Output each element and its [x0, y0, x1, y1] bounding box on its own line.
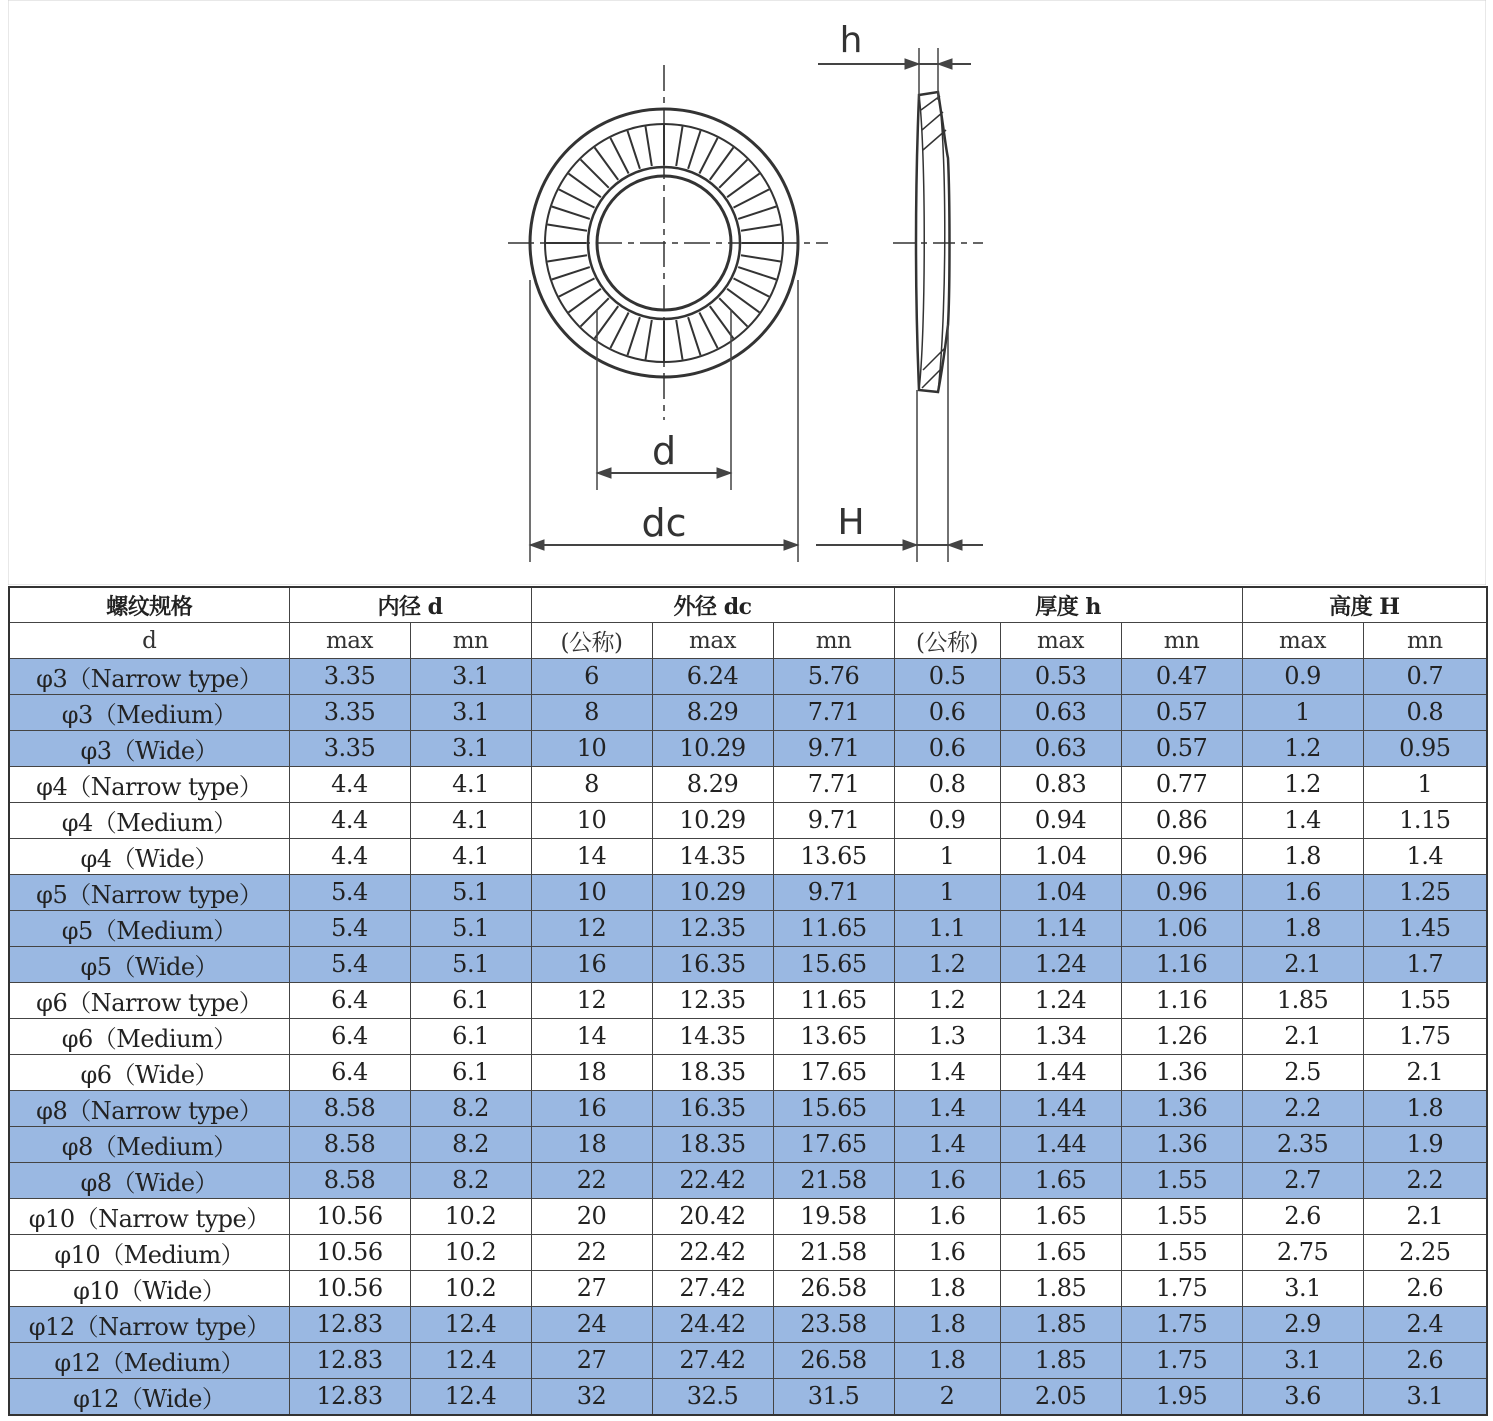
table-row: [9, 874, 1487, 910]
cell-dc-nominal: 12: [531, 982, 652, 1018]
table-row: [9, 1342, 1487, 1378]
cell-H-min: 2.25: [1363, 1234, 1487, 1270]
cell-H-min: 3.1: [1363, 1378, 1487, 1415]
cell-dc-min: 21.58: [773, 1162, 894, 1198]
cell-d-max: 4.4: [289, 838, 410, 874]
cell-H-max: 2.7: [1242, 1162, 1363, 1198]
cell-dc-nominal: 8: [531, 766, 652, 802]
cell-h-max: 1.04: [1000, 874, 1121, 910]
table-row: [9, 730, 1487, 766]
cell-h-max: 1.85: [1000, 1270, 1121, 1306]
cell-thread-size: φ10（Wide）: [9, 1270, 289, 1306]
cell-H-max: 2.75: [1242, 1234, 1363, 1270]
cell-thread-size: φ5（Medium）: [9, 910, 289, 946]
cell-h-nominal: 1.1: [894, 910, 1000, 946]
cell-thread-size: φ4（Wide）: [9, 838, 289, 874]
cell-h-min: 1.75: [1121, 1270, 1242, 1306]
cell-h-min: 1.95: [1121, 1378, 1242, 1415]
cell-H-min: 1.4: [1363, 838, 1487, 874]
cell-dc-max: 6.24: [652, 658, 773, 694]
cell-dc-max: 10.29: [652, 802, 773, 838]
cell-d-min: 5.1: [410, 946, 531, 982]
cell-dc-nominal: 32: [531, 1378, 652, 1415]
sub-header-row: [9, 623, 1487, 658]
cell-H-max: 2.35: [1242, 1126, 1363, 1162]
cell-d-min: 3.1: [410, 730, 531, 766]
cell-h-nominal: 0.8: [894, 766, 1000, 802]
cell-H-min: 0.95: [1363, 730, 1487, 766]
cell-H-min: 1.15: [1363, 802, 1487, 838]
dimension-label-H: H: [837, 502, 865, 543]
cell-dc-max: 12.35: [652, 910, 773, 946]
cell-h-min: 1.26: [1121, 1018, 1242, 1054]
table-row: [9, 802, 1487, 838]
cell-d-min: 8.2: [410, 1162, 531, 1198]
cell-dc-nominal: 10: [531, 802, 652, 838]
subheader-d-max: max: [289, 623, 410, 658]
cell-dc-min: 5.76: [773, 658, 894, 694]
cell-d-min: 5.1: [410, 874, 531, 910]
cell-h-min: 0.57: [1121, 694, 1242, 730]
cell-thread-size: φ12（Medium）: [9, 1342, 289, 1378]
header-thickness: 厚度 h: [894, 587, 1242, 623]
cell-h-max: 1.65: [1000, 1162, 1121, 1198]
table-row: [9, 910, 1487, 946]
cell-thread-size: φ3（Narrow type）: [9, 658, 289, 694]
cell-H-min: 2.6: [1363, 1342, 1487, 1378]
group-header-row: [9, 587, 1487, 623]
cell-dc-min: 9.71: [773, 874, 894, 910]
cell-dc-min: 9.71: [773, 730, 894, 766]
cell-h-max: 1.85: [1000, 1306, 1121, 1342]
cell-H-min: 1.7: [1363, 946, 1487, 982]
subheader-dc-nominal: (公称): [531, 623, 652, 658]
cell-H-min: 2.6: [1363, 1270, 1487, 1306]
cell-dc-min: 7.71: [773, 766, 894, 802]
cell-h-max: 1.65: [1000, 1234, 1121, 1270]
table-row: [9, 1162, 1487, 1198]
subheader-d-min: mn: [410, 623, 531, 658]
cell-dc-nominal: 12: [531, 910, 652, 946]
cell-thread-size: φ5（Wide）: [9, 946, 289, 982]
cell-dc-max: 12.35: [652, 982, 773, 1018]
cell-thread-size: φ4（Narrow type）: [9, 766, 289, 802]
cell-dc-nominal: 6: [531, 658, 652, 694]
cell-dc-max: 8.29: [652, 766, 773, 802]
subheader-H-max: max: [1242, 623, 1363, 658]
header-thread-spec: 螺纹规格: [9, 587, 289, 623]
cell-h-nominal: 0.9: [894, 802, 1000, 838]
cell-H-min: 1.25: [1363, 874, 1487, 910]
table-row: [9, 1126, 1487, 1162]
table-row: [9, 694, 1487, 730]
cell-d-min: 10.2: [410, 1198, 531, 1234]
cell-dc-max: 22.42: [652, 1162, 773, 1198]
cell-dc-nominal: 18: [531, 1126, 652, 1162]
cell-thread-size: φ6（Wide）: [9, 1054, 289, 1090]
table-row: [9, 1378, 1487, 1415]
cell-H-max: 2.2: [1242, 1090, 1363, 1126]
cell-d-min: 6.1: [410, 1018, 531, 1054]
cell-dc-min: 15.65: [773, 1090, 894, 1126]
cell-dc-nominal: 10: [531, 874, 652, 910]
cell-d-min: 5.1: [410, 910, 531, 946]
cell-d-max: 12.83: [289, 1342, 410, 1378]
cell-d-max: 8.58: [289, 1126, 410, 1162]
cell-dc-min: 7.71: [773, 694, 894, 730]
cell-d-max: 12.83: [289, 1378, 410, 1415]
cell-h-min: 0.47: [1121, 658, 1242, 694]
cell-h-min: 0.86: [1121, 802, 1242, 838]
cell-h-max: 0.94: [1000, 802, 1121, 838]
cell-d-max: 8.58: [289, 1162, 410, 1198]
cell-h-nominal: 1.8: [894, 1270, 1000, 1306]
cell-dc-max: 18.35: [652, 1054, 773, 1090]
cell-thread-size: φ10（Narrow type）: [9, 1198, 289, 1234]
cell-H-max: 1.2: [1242, 766, 1363, 802]
cell-dc-nominal: 16: [531, 946, 652, 982]
table-row: [9, 1054, 1487, 1090]
cell-h-nominal: 0.5: [894, 658, 1000, 694]
dimension-label-dc: dc: [641, 501, 687, 545]
cell-h-max: 1.44: [1000, 1126, 1121, 1162]
cell-dc-min: 31.5: [773, 1378, 894, 1415]
cell-H-max: 1.85: [1242, 982, 1363, 1018]
cell-dc-nominal: 14: [531, 838, 652, 874]
cell-dc-min: 17.65: [773, 1126, 894, 1162]
cell-dc-min: 13.65: [773, 838, 894, 874]
cell-dc-max: 22.42: [652, 1234, 773, 1270]
cell-H-max: 1: [1242, 694, 1363, 730]
cell-dc-nominal: 27: [531, 1342, 652, 1378]
cell-dc-max: 24.42: [652, 1306, 773, 1342]
cell-h-max: 1.14: [1000, 910, 1121, 946]
cell-d-max: 4.4: [289, 802, 410, 838]
cell-thread-size: φ5（Narrow type）: [9, 874, 289, 910]
cell-H-max: 2.6: [1242, 1198, 1363, 1234]
cell-d-min: 3.1: [410, 694, 531, 730]
dimension-label-d: d: [651, 429, 677, 473]
cell-H-max: 1.4: [1242, 802, 1363, 838]
subheader-dc-max: max: [652, 623, 773, 658]
cell-h-min: 1.55: [1121, 1162, 1242, 1198]
cell-H-min: 0.7: [1363, 658, 1487, 694]
cell-H-min: 2.4: [1363, 1306, 1487, 1342]
subheader-dc-min: mn: [773, 623, 894, 658]
cell-H-max: 0.9: [1242, 658, 1363, 694]
cell-h-nominal: 1.4: [894, 1126, 1000, 1162]
cell-H-min: 2.1: [1363, 1198, 1487, 1234]
cell-d-max: 6.4: [289, 1018, 410, 1054]
cell-H-min: 1.75: [1363, 1018, 1487, 1054]
cell-dc-min: 11.65: [773, 910, 894, 946]
cell-H-max: 2.1: [1242, 1018, 1363, 1054]
cell-H-max: 2.5: [1242, 1054, 1363, 1090]
cell-h-min: 0.96: [1121, 838, 1242, 874]
table-row: [9, 1018, 1487, 1054]
header-height: 高度 H: [1242, 587, 1487, 623]
cell-h-nominal: 1.2: [894, 982, 1000, 1018]
cell-h-min: 1.06: [1121, 910, 1242, 946]
cell-H-min: 2.1: [1363, 1054, 1487, 1090]
cell-h-min: 1.55: [1121, 1234, 1242, 1270]
table-row: [9, 1090, 1487, 1126]
cell-h-max: 1.34: [1000, 1018, 1121, 1054]
cell-h-min: 0.77: [1121, 766, 1242, 802]
dimension-label-h: h: [839, 20, 863, 61]
cell-H-max: 1.6: [1242, 874, 1363, 910]
subheader-h-max: max: [1000, 623, 1121, 658]
cell-d-min: 3.1: [410, 658, 531, 694]
table-row: [9, 1198, 1487, 1234]
cell-thread-size: φ3（Wide）: [9, 730, 289, 766]
cell-h-max: 0.63: [1000, 730, 1121, 766]
cell-thread-size: φ4（Medium）: [9, 802, 289, 838]
cell-dc-nominal: 18: [531, 1054, 652, 1090]
washer-spec-table: [8, 586, 1488, 1416]
cell-h-min: 0.57: [1121, 730, 1242, 766]
cell-H-min: 1: [1363, 766, 1487, 802]
cell-thread-size: φ3（Medium）: [9, 694, 289, 730]
cell-h-nominal: 0.6: [894, 730, 1000, 766]
cell-d-max: 3.35: [289, 658, 410, 694]
cell-thread-size: φ6（Narrow type）: [9, 982, 289, 1018]
cell-h-nominal: 1: [894, 838, 1000, 874]
cell-dc-nominal: 10: [531, 730, 652, 766]
cell-dc-max: 8.29: [652, 694, 773, 730]
cell-H-min: 1.9: [1363, 1126, 1487, 1162]
cell-d-min: 10.2: [410, 1234, 531, 1270]
cell-h-max: 0.63: [1000, 694, 1121, 730]
cell-d-max: 3.35: [289, 730, 410, 766]
cell-dc-nominal: 24: [531, 1306, 652, 1342]
cell-h-nominal: 1.8: [894, 1342, 1000, 1378]
cell-d-max: 3.35: [289, 694, 410, 730]
cell-H-max: 2.9: [1242, 1306, 1363, 1342]
cell-d-max: 10.56: [289, 1234, 410, 1270]
cell-dc-max: 16.35: [652, 946, 773, 982]
cell-h-max: 1.65: [1000, 1198, 1121, 1234]
cell-d-min: 6.1: [410, 982, 531, 1018]
cell-H-min: 0.8: [1363, 694, 1487, 730]
cell-d-min: 12.4: [410, 1378, 531, 1415]
cell-h-min: 1.36: [1121, 1126, 1242, 1162]
cell-h-nominal: 1.3: [894, 1018, 1000, 1054]
table-row: [9, 1306, 1487, 1342]
cell-dc-max: 27.42: [652, 1270, 773, 1306]
cell-dc-nominal: 27: [531, 1270, 652, 1306]
table-row: [9, 766, 1487, 802]
cell-H-min: 1.8: [1363, 1090, 1487, 1126]
table-row: [9, 946, 1487, 982]
cell-h-max: 1.24: [1000, 946, 1121, 982]
cell-dc-max: 14.35: [652, 1018, 773, 1054]
subheader-d: d: [9, 623, 289, 658]
cell-d-max: 10.56: [289, 1198, 410, 1234]
cell-h-max: 1.04: [1000, 838, 1121, 874]
cell-dc-min: 26.58: [773, 1270, 894, 1306]
cell-h-min: 1.36: [1121, 1054, 1242, 1090]
cell-thread-size: φ8（Wide）: [9, 1162, 289, 1198]
cell-h-nominal: 1.6: [894, 1234, 1000, 1270]
cell-h-max: 1.44: [1000, 1054, 1121, 1090]
washer-technical-drawing: [8, 0, 1486, 585]
cell-H-min: 1.55: [1363, 982, 1487, 1018]
cell-dc-min: 13.65: [773, 1018, 894, 1054]
header-outer-diameter: 外径 dc: [531, 587, 894, 623]
subheader-h-min: mn: [1121, 623, 1242, 658]
cell-h-min: 1.55: [1121, 1198, 1242, 1234]
cell-dc-nominal: 22: [531, 1162, 652, 1198]
cell-dc-nominal: 22: [531, 1234, 652, 1270]
cell-thread-size: φ8（Medium）: [9, 1126, 289, 1162]
cell-h-nominal: 1.4: [894, 1090, 1000, 1126]
cell-H-max: 1.2: [1242, 730, 1363, 766]
table-row: [9, 658, 1487, 694]
cell-d-min: 12.4: [410, 1306, 531, 1342]
cell-d-max: 5.4: [289, 874, 410, 910]
cell-dc-min: 23.58: [773, 1306, 894, 1342]
cell-dc-max: 16.35: [652, 1090, 773, 1126]
subheader-H-min: mn: [1363, 623, 1487, 658]
cell-dc-max: 10.29: [652, 874, 773, 910]
cell-h-nominal: 1.6: [894, 1198, 1000, 1234]
cell-dc-max: 10.29: [652, 730, 773, 766]
cell-d-min: 4.1: [410, 838, 531, 874]
cell-d-max: 6.4: [289, 1054, 410, 1090]
subheader-h-nominal: (公称): [894, 623, 1000, 658]
cell-h-max: 0.53: [1000, 658, 1121, 694]
cell-h-max: 1.44: [1000, 1090, 1121, 1126]
cell-H-min: 1.45: [1363, 910, 1487, 946]
table-row: [9, 1270, 1487, 1306]
cell-dc-nominal: 14: [531, 1018, 652, 1054]
cell-d-min: 12.4: [410, 1342, 531, 1378]
cell-d-min: 10.2: [410, 1270, 531, 1306]
cell-dc-nominal: 16: [531, 1090, 652, 1126]
cell-d-max: 5.4: [289, 946, 410, 982]
cell-dc-min: 17.65: [773, 1054, 894, 1090]
cell-dc-max: 14.35: [652, 838, 773, 874]
cell-H-max: 3.1: [1242, 1270, 1363, 1306]
cell-thread-size: φ6（Medium）: [9, 1018, 289, 1054]
cell-dc-nominal: 8: [531, 694, 652, 730]
cell-h-min: 1.36: [1121, 1090, 1242, 1126]
cell-d-max: 8.58: [289, 1090, 410, 1126]
cell-d-min: 4.1: [410, 802, 531, 838]
cell-dc-min: 19.58: [773, 1198, 894, 1234]
table-row: [9, 982, 1487, 1018]
cell-H-max: 2.1: [1242, 946, 1363, 982]
cell-h-min: 0.96: [1121, 874, 1242, 910]
cell-h-min: 1.75: [1121, 1306, 1242, 1342]
cell-dc-max: 32.5: [652, 1378, 773, 1415]
cell-H-max: 3.6: [1242, 1378, 1363, 1415]
cell-H-max: 1.8: [1242, 838, 1363, 874]
cell-h-nominal: 0.6: [894, 694, 1000, 730]
cell-H-max: 1.8: [1242, 910, 1363, 946]
cell-thread-size: φ8（Narrow type）: [9, 1090, 289, 1126]
cell-dc-nominal: 20: [531, 1198, 652, 1234]
cell-d-max: 6.4: [289, 982, 410, 1018]
table-row: [9, 1234, 1487, 1270]
cell-dc-min: 15.65: [773, 946, 894, 982]
cell-h-nominal: 1.4: [894, 1054, 1000, 1090]
cell-h-max: 1.85: [1000, 1342, 1121, 1378]
header-inner-diameter: 内径 d: [289, 587, 531, 623]
cell-dc-max: 18.35: [652, 1126, 773, 1162]
cell-thread-size: φ10（Medium）: [9, 1234, 289, 1270]
cell-h-max: 1.24: [1000, 982, 1121, 1018]
cell-h-nominal: 1.8: [894, 1306, 1000, 1342]
cell-dc-max: 27.42: [652, 1342, 773, 1378]
cell-h-nominal: 1.6: [894, 1162, 1000, 1198]
cell-dc-min: 21.58: [773, 1234, 894, 1270]
cell-dc-max: 20.42: [652, 1198, 773, 1234]
cell-h-nominal: 1: [894, 874, 1000, 910]
cell-d-max: 10.56: [289, 1270, 410, 1306]
cell-h-min: 1.75: [1121, 1342, 1242, 1378]
cell-h-nominal: 1.2: [894, 946, 1000, 982]
cell-thread-size: φ12（Wide）: [9, 1378, 289, 1415]
cell-dc-min: 26.58: [773, 1342, 894, 1378]
cell-d-min: 6.1: [410, 1054, 531, 1090]
cell-H-max: 3.1: [1242, 1342, 1363, 1378]
cell-d-min: 4.1: [410, 766, 531, 802]
cell-h-min: 1.16: [1121, 982, 1242, 1018]
cell-dc-min: 9.71: [773, 802, 894, 838]
cell-d-max: 12.83: [289, 1306, 410, 1342]
table-row: [9, 838, 1487, 874]
cell-dc-min: 11.65: [773, 982, 894, 1018]
cell-h-min: 1.16: [1121, 946, 1242, 982]
cell-d-min: 8.2: [410, 1090, 531, 1126]
cell-d-max: 4.4: [289, 766, 410, 802]
cell-d-min: 8.2: [410, 1126, 531, 1162]
cell-thread-size: φ12（Narrow type）: [9, 1306, 289, 1342]
cell-H-min: 2.2: [1363, 1162, 1487, 1198]
cell-d-max: 5.4: [289, 910, 410, 946]
cell-h-nominal: 2: [894, 1378, 1000, 1415]
cell-h-max: 0.83: [1000, 766, 1121, 802]
cell-h-max: 2.05: [1000, 1378, 1121, 1415]
